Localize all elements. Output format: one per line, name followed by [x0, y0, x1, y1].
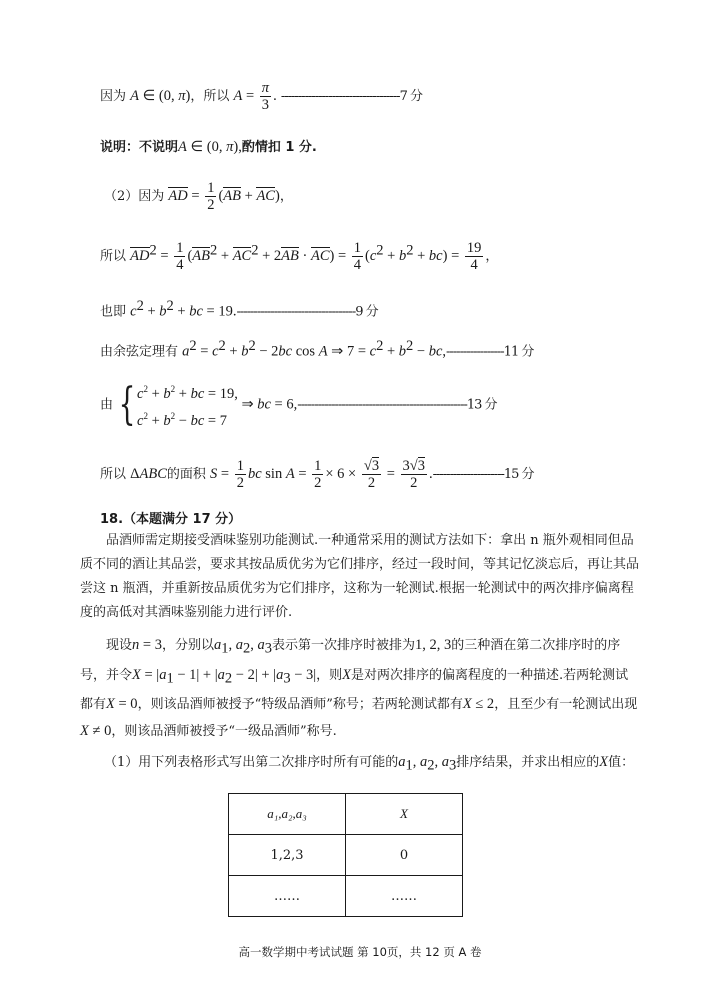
line-system: 由 { $c^2 + b^2$ + bc = 19, $c^2 + b^2$ − bc = 7 ⇒ bc = 6,--------------------------------------------------13 分 [100, 378, 497, 430]
q18-heading: 18.（本题满分 17 分） [100, 512, 242, 527]
line-ad-squared: 所以 $AD^2$ = $\frac{1}{4}$ $(AB^2 + AC^2 + 2AB \cdot AC)$ = $\frac{1}{4}$ $(c^2 + b^2 + bc)$ = $\frac{19}{4}$ ， [100, 240, 499, 273]
table-row [229, 835, 463, 876]
q18-part1: （1）用下列表格形式写出第二次排序时所有可能的$a_1$, $a_2$, $a_3$排序结果，并求出相应的X值： [104, 754, 635, 774]
table-header-cell: a₁,a₂,a₃ [229, 794, 346, 835]
permutation-table [228, 793, 463, 917]
grading-note: 说明：不说明A ∈ (0, π),酌情扣 1 分. [100, 139, 317, 155]
table-cell: …… [229, 876, 346, 917]
table-cell: 0 [346, 835, 463, 876]
q18-paragraph-2: 现设n = 3，分别以$a_1$, $a_2$, $a_3$表示第一次排序时被排为1, 2, 3的三种酒在第二次排序时的序号，并令$X = |a_1 - 1| + |a_2 - 2| + |a_3 - 3|$，则X是对两次排序的偏离程度的一种描述.若两轮测试都有X = 0，则该品酒师被授予“特级品酒师”称号；若两轮测试都有X ≤ 2，且至少有一轮测试出现X ≠ 0，则该品酒师被授予“一级品酒师”称号. [80, 637, 638, 740]
line-area: 所以 ΔABC的面积 S = $\frac{1}{2}$ bc sin A = $\frac{1}{2}$ × 6 × $\frac{√3}{2}$ = $\frac{3√3}{2}$ .---------------------15 分 [100, 458, 534, 491]
table-header-cell: X [346, 794, 463, 835]
line-cosine-law: 由余弦定理有 $a^2 = c^2 + b^2 - 2bc$ cos A ⇒ $7 = c^2 + b^2 - bc,-----------------11$ 分 [100, 338, 534, 360]
page-footer: 高一数学期中考试试题 第 10页，共 12 页 A 卷 [238, 945, 482, 959]
table-cell: …… [346, 876, 463, 917]
line-a-result: 因为 A ∈ (0, π)，所以 A = $\frac{\pi}{3}$ . -----------------------------------7 分 [100, 80, 422, 113]
table-header-row [229, 794, 463, 835]
table-row [229, 876, 463, 917]
line-also: 也即 $c^2 + b^2$ + bc = 19.-----------------------------------9 分 [100, 298, 378, 320]
q18-paragraph-1: 品酒师需定期接受酒味鉴别功能测试.一种通常采用的测试方法如下：拿出 n 瓶外观相同但品质不同的酒让其品尝，要求其按品质优劣为它们排序，经过一段时间，等其记忆淡忘后，再让其品尝这 n 瓶酒，并重新按品质优劣为它们排序，这称为一轮测试.根据一轮测试中的两次排序偏离程度的高低对其酒味鉴别能力进行评价. [80, 533, 640, 620]
table-cell: 1,2,3 [229, 835, 346, 876]
line-part2-vector: （2）因为 AD = $\frac{1}{2}$ (AB + AC)， [104, 180, 293, 213]
